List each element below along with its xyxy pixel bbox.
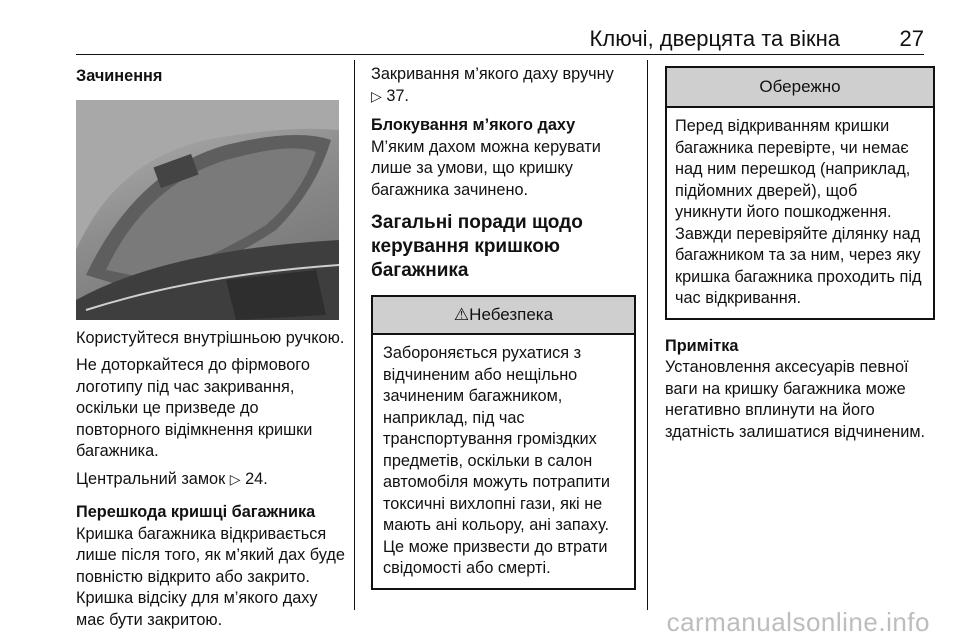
- paragraph-inner-handle: Користуйтеся внутрішньою ручкою.: [76, 328, 345, 347]
- section-title-roof-lock: Блокування м’якого даху: [371, 116, 576, 134]
- text-line: оскільки це призведе до: [76, 399, 259, 417]
- text-line: М’яким дахом можна керувати: [371, 137, 601, 156]
- danger-box-body: [373, 335, 634, 588]
- text-line: предметів, оскільки в салон: [383, 451, 593, 470]
- caution-box: [665, 66, 935, 320]
- trunk-lid-photo: [76, 100, 339, 320]
- column-1: [76, 60, 346, 631]
- text-line: Кришка багажника відкривається: [76, 524, 327, 543]
- section-title-general-tips: [371, 211, 636, 283]
- text-line: здатність залишатися відчиненим.: [665, 422, 926, 441]
- paragraph-obstruction: [76, 524, 346, 632]
- text-line: Не доторкайтеся до фірмового: [76, 356, 310, 374]
- column-divider-1: [354, 60, 355, 610]
- text-line: багажника.: [76, 442, 159, 460]
- text-line: негативно вплинути на його: [665, 401, 875, 419]
- text-line: транспортування громіздких: [383, 430, 597, 448]
- paragraph-logo-warning: [76, 355, 346, 463]
- text-line: логотипу під час закривання,: [76, 377, 295, 396]
- caution-box-header: Обережно: [667, 68, 933, 108]
- column-2: [371, 60, 636, 590]
- text-line: ваги на кришку багажника може: [665, 379, 906, 398]
- text-line: має бути закритою.: [76, 610, 223, 629]
- text-line: автомобіля можуть потрапити: [383, 473, 610, 491]
- text-line: мають ані кольору, ані запаху.: [383, 516, 609, 534]
- reference-page: 24.: [245, 469, 268, 488]
- text-line: відчиненим або нещільно: [383, 365, 578, 384]
- text-line: керування кришкою багажника: [371, 236, 561, 281]
- paragraph-central-lock: [76, 469, 346, 491]
- text-line: лише за умови, що кришку: [371, 159, 573, 177]
- header-title: Ключі, дверцята та вікна: [589, 26, 840, 51]
- text-line: час відкривання.: [675, 289, 802, 307]
- reference-page: 37.: [386, 86, 409, 105]
- text-line: багажника зачинено.: [371, 180, 529, 199]
- text-line: Центральний замок: [76, 469, 226, 488]
- paragraph-note: [665, 357, 935, 443]
- caution-box-body: [667, 108, 933, 318]
- text-line: свідомості або смерті.: [383, 559, 551, 577]
- text-line: Загальні поради щодо: [371, 212, 583, 233]
- subsection-title-obstruction: Перешкода кришці багажника: [76, 503, 316, 521]
- section-title-closing: Зачинення: [76, 67, 163, 85]
- text-line: багажником та за ним, через яку: [675, 246, 921, 264]
- column-divider-2: [647, 60, 648, 610]
- note-title: Примітка: [665, 336, 739, 355]
- text-line: Це може призвести до втрати: [383, 537, 608, 556]
- trunk-lid-illustration: [76, 100, 339, 320]
- triangle-reference-icon: ▷: [229, 470, 241, 487]
- page-number: 27: [899, 26, 924, 51]
- text-line: Установлення аксесуарів певної: [665, 358, 909, 376]
- warning-triangle-icon: ⚠: [453, 305, 470, 324]
- text-line: Перед відкриванням кришки: [675, 117, 890, 135]
- text-line: над ним перешкод (наприклад,: [675, 160, 911, 178]
- text-line: повністю відкрито або закрито.: [76, 567, 310, 586]
- paragraph-roof-lock: [371, 137, 636, 202]
- danger-box-header: [373, 297, 634, 335]
- text-line: Забороняється рухатися з: [383, 344, 582, 362]
- text-line: Завжди перевіряйте ділянку над: [675, 224, 921, 243]
- text-line: токсичні вихлопні гази, які не: [383, 494, 603, 513]
- text-line: лише після того, як м’який дах буде: [76, 546, 345, 564]
- text-line: уникнути його пошкодження.: [675, 203, 892, 221]
- danger-label: Небезпека: [469, 305, 554, 324]
- text-line: Кришка відсіку для м’якого даху: [76, 589, 318, 607]
- text-line: Закривання м’якого даху вручну: [371, 65, 614, 83]
- header-rule: [76, 54, 924, 55]
- text-line: кришка багажника проходить під: [675, 267, 922, 286]
- watermark: carmanualsonline.info: [666, 607, 930, 637]
- column-3: [665, 60, 935, 443]
- text-line: багажника перевірте, чи немає: [675, 138, 909, 157]
- text-line: наприклад, під час: [383, 408, 525, 427]
- text-line: підйомних дверей), щоб: [675, 181, 858, 200]
- danger-box: [371, 295, 636, 590]
- triangle-reference-icon: ▷: [371, 87, 382, 104]
- text-line: зачиненим багажником,: [383, 387, 563, 405]
- paragraph-manual-roof: [371, 64, 636, 107]
- text-line: повторного відімкнення кришки: [76, 420, 313, 439]
